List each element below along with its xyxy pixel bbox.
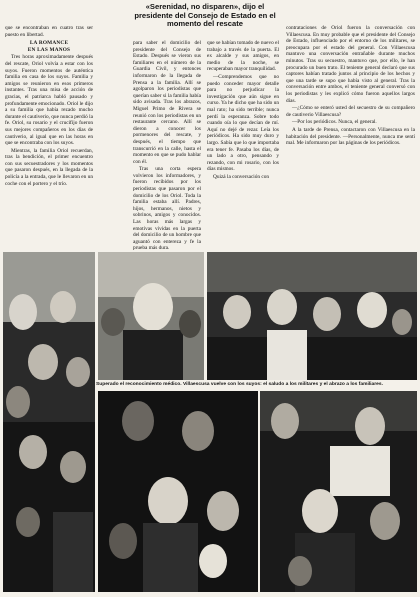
paragraph: Tres horas aproximadamente después del rescate, Oriol volvía a estar con los suyos. Fueron momentos de auténtica familia en casa de los suyos. Familia y amigos se reunieron en esos primeros instantes. Tras una misa de acción de gracias, el patriarca habló pausado y profundamente emocionado. Oriol le dijo a su familia que había rezado mucho durante el cautiverio, que nunca perdió la fe. Oriol, su rosario y el crucifijo fueron sus mejores compañeros en los días de cautiverio, al igual que en las horas en que se encontraba con los suyos. <box>5 54 93 147</box>
text-column-1 <box>5 25 93 250</box>
paragraph: contrataciones de Oriol fueron la conversación con Villaescusa. En muy probable que el presidente del Consejo de Estado, influenciado por el entorno de los militares, se preocupara por el estado del general. Con Villaescusa mantuvo una conversación entrañable durante muchos minutos. Tras su secuestro, mantuvo que, por ello, le han procurado un buen trato. El teniente general declaró que sus captores habían tratado juntos al principio de los hechos y que una tarde se supo que había visto al general. Tras la conversación entre ambos, el teniente general conversó con los periodistas y les explicó cómo fueron aquellos largos días. <box>286 25 415 104</box>
paragraph: A la tarde de Prensa, contactaron con Villaescusa en la habitación del presidente. —Personalmente, nunca me sentí mal. Me informaron por las páginas de los periódicos. <box>286 126 415 147</box>
photo-crowd-left-image <box>3 252 95 592</box>
paragraph: —Por los periódicos. Nunca, el general. <box>292 119 377 126</box>
photo-family <box>98 391 258 592</box>
text-column-2 <box>133 40 201 252</box>
photo-caption: Superado el reconocimiento médico. Villaescusa vuelve con los suyos: el saludo a los militares y el abrazo a los familiares. <box>96 382 383 387</box>
paragraph: Quizá la conversación con <box>213 173 270 180</box>
photo-oriol <box>98 252 204 380</box>
subheading <box>5 40 93 53</box>
photo-villaescusa-crowd <box>207 252 417 380</box>
photo-oriol-image <box>98 252 204 380</box>
photo-newspaper <box>260 391 417 592</box>
paragraph: —Comprendemos que no puedo conceder mayor detalle para no perjudicar la investigación que aún sigue en curso. Ya he dicho que ha sido un mal rato; ha sido terrible; nunca perdí la esperanza. Sobre todo cuando oía lo que decían de mí. Aquí no dejé de rezar. Leía los periódicos. Ha sido muy duro y largo. Sabía que lo que importaba era tener fe. Pasaba los días, de un lado a otro, pensando y rezando, con mi rosario, con los días mismos. <box>207 73 279 173</box>
paragraph: que se encontraban en cuatro tras ser puesto en libertad. <box>5 25 93 38</box>
photo-family-image <box>98 391 258 592</box>
photo-crowd-left <box>3 252 95 592</box>
paragraph: Mientras, la familia Oriol recuerdan, tras la bendición, el primer encuentro con sus secuestradores y los momentos que pasaron después, en la llegada de la policía a la entrada, que le llevaron en un coche con el portero y el trío. <box>5 147 93 187</box>
paragraph: que se habían tomado de nuevo el trabajo a través de la puerta. El ex alcalde y sus amigos, en medio de la noche, se recuperaban mayor tranquilidad. <box>207 40 279 73</box>
photo-villaescusa-crowd-image <box>207 252 417 380</box>
paragraph: para saber el domicilio del presidente del Consejo de Estado. Después se vieron sus familiares en el número de la Guardia Civil, y entonces informaron de la llegada de Prensa a la familia. Allí se agolparon los periodistas que querían saber si la familia había sido avisada. Tras los abrazos, Miguel Primo de Rivera se reunió con los periodistas en un restaurante cercano. Allí se dieron a conocer los pormenores del rescate, y después, el tiempo que transcurrió en la calle, hasta el momento en que se pudo hablar con él. <box>133 40 201 165</box>
subheading-line-1: LA ROMANCE <box>29 40 69 47</box>
article-headline: «Serenidad, no disparen», dijo el presidente del Consejo de Estado en el momento del rescate <box>134 2 276 29</box>
paragraph: Tras una corta espera volvieron los informadores, y fueron recibidos por los periodistas que pasaron por el domicilio de los Oriol. Toda la familia estaba allí. Padres, hijos, hermanos, nietos y sobrinos, amigos y conocidos. Las horas más largas y emotivas vividas en la puerta del domicilio de un hombre que aguantó con entereza y fe la prueba más dura. <box>133 166 201 252</box>
photo-newspaper-image <box>260 391 417 592</box>
paragraph: —¿Cómo se enteró usted del secuestro de su compañero de cautiverio Villaescusa? <box>286 105 415 118</box>
subheading-line-2: EN LAS MANOS <box>27 46 71 53</box>
text-column-3 <box>207 40 279 248</box>
